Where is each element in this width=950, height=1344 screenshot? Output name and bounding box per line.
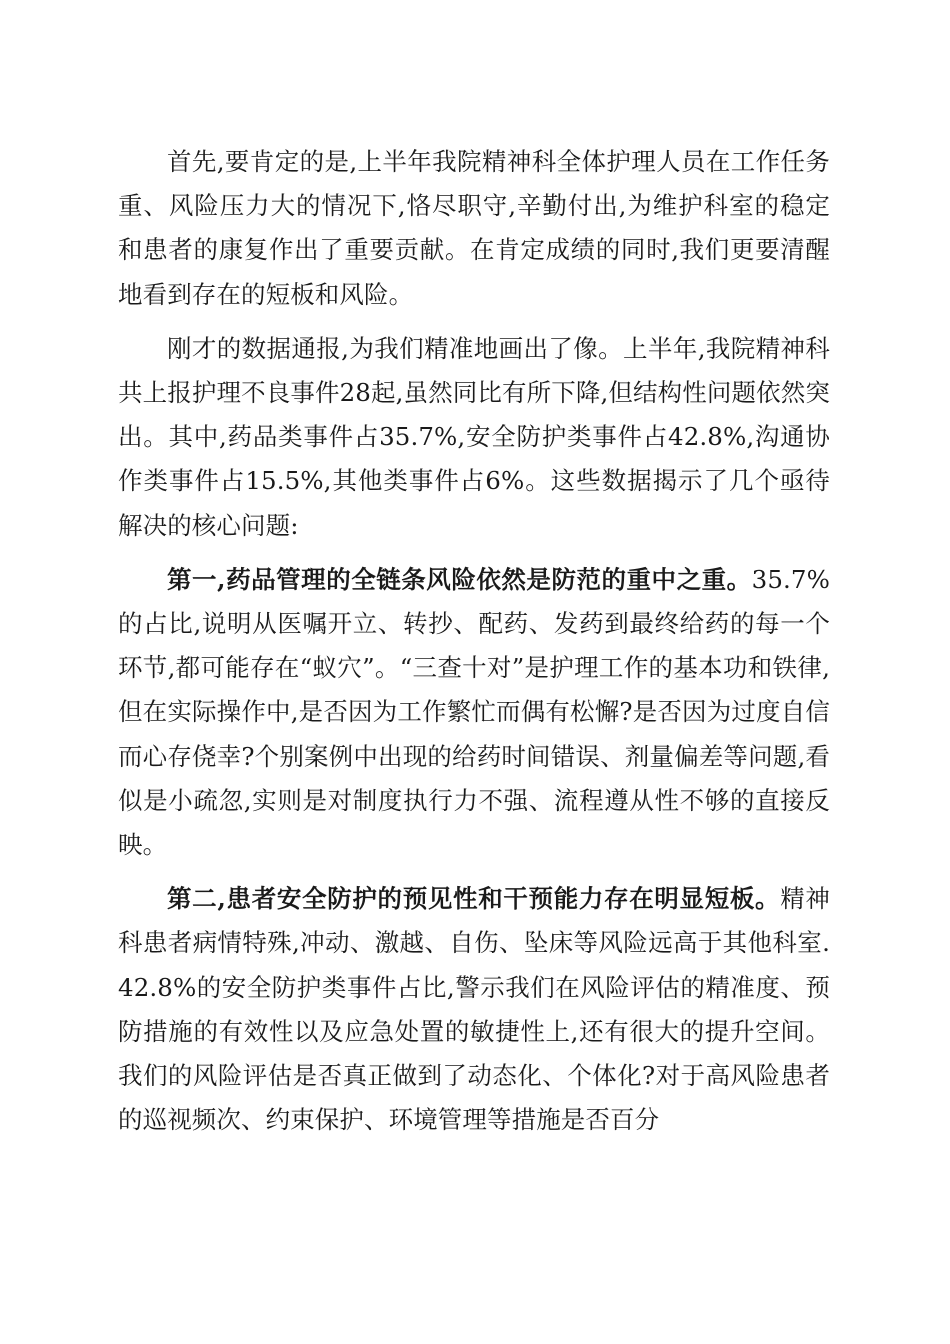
- paragraph-text: 刚才的数据通报,为我们精准地画出了像。上半年,我院精神科共上报护理不良事件28起,虽然同比有所下降,但结构性问题依然突出。其中,药品类事件占35.7%,安全防护类事件占42.8%,沟通协作类事件占15.5%,其他类事件占6%。这些数据揭示了几个亟待解决的核心问题:: [118, 333, 830, 540]
- paragraph-text: 35.7%的占比,说明从医嘱开立、转抄、配药、发药到最终给药的每一个环节,都可能存在“蚁穴”。“三查十对”是护理工作的基本功和铁律,但在实际操作中,是否因为工作繁忙而偶有松懈?是否因为过度自信而心存侥幸?个别案例中出现的给药时间错误、剂量偏差等问题,看似是小疏忽,实则是对制度执行力不强、流程遵从性不够的直接反映。: [118, 564, 830, 860]
- paragraph-lead: 第一,药品管理的全链条风险依然是防范的重中之重。: [167, 564, 752, 594]
- paragraph-data-report: [118, 327, 830, 548]
- paragraph-text: 精神科患者病情特殊,冲动、激越、自伤、坠床等风险远高于其他科室.42.8%的安全防护类事件占比,警示我们在风险评估的精准度、预防措施的有效性以及应急处置的敏捷性上,还有很大的提升空间。我们的风险评估是否真正做到了动态化、个体化?对于高风险患者的巡视频次、约束保护、环境管理等措施是否百分: [118, 884, 831, 1135]
- paragraph-point-one: [118, 558, 830, 867]
- paragraph-point-two: [118, 877, 830, 1142]
- paragraph-lead: 第二,患者安全防护的预见性和干预能力存在明显短板。: [167, 884, 781, 914]
- document-body: [118, 140, 830, 1152]
- paragraph-intro: [118, 140, 830, 317]
- paragraph-text: 首先,要肯定的是,上半年我院精神科全体护理人员在工作任务重、风险压力大的情况下,恪尽职守,辛勤付出,为维护科室的稳定和患者的康复作出了重要贡献。在肯定成绩的同时,我们更要清醒地看到存在的短板和风险。: [118, 147, 830, 309]
